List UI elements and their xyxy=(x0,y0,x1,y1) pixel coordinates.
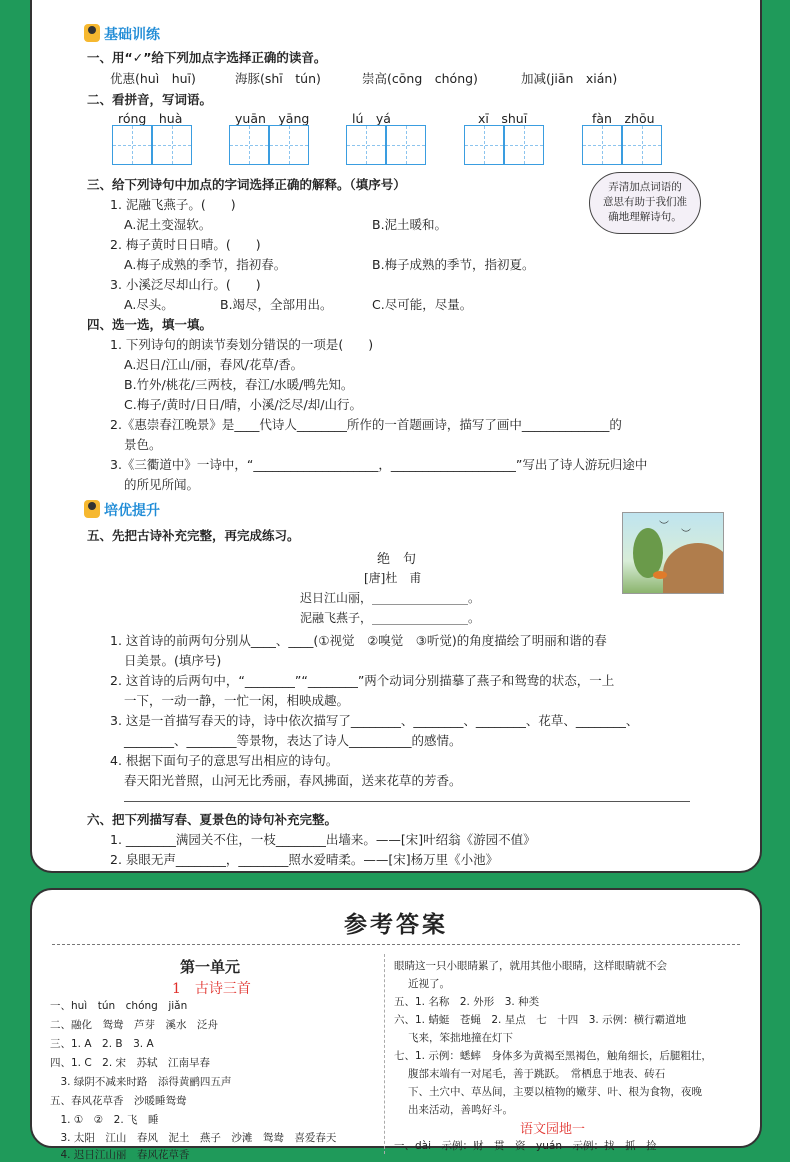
answer-line: 近视了。 xyxy=(408,978,450,990)
answer-line: 下、土穴中、草丛间，主要以植物的嫩芽、叶、根为食物，夜晚 xyxy=(408,1086,702,1098)
answer-line: 飞来，笨拙地撞在灯下 xyxy=(408,1032,513,1044)
q1-item: 加减(jiān xián) xyxy=(521,71,618,86)
answer-subheading: 语文园地一 xyxy=(520,1122,586,1137)
answer-line: 七、1. 示例：蟋蟀 身体多为黄褐至黑褐色，触角细长，后腿粗壮， xyxy=(394,1050,712,1062)
tip-line: 弄清加点词语的 xyxy=(608,181,682,193)
poem-line: 迟日江山丽，________________。 xyxy=(300,591,481,605)
section-advanced xyxy=(84,500,160,520)
q6-heading: 六、把下列描写春、夏景色的诗句补充完整。 xyxy=(87,812,338,827)
q5-line: 3. 这是一首描写春天的诗，诗中依次描写了________、________、________、花草、________、 xyxy=(110,713,639,728)
q4-line: A.迟日/江山/丽，春风/花草/香。 xyxy=(124,357,304,372)
answer-line: 五、1. 名称 2. 外形 3. 种类 xyxy=(394,996,540,1008)
writing-cell[interactable] xyxy=(346,125,386,165)
q3-line: A.尽头。 xyxy=(124,297,174,312)
worksheet-card xyxy=(30,0,762,873)
pinyin-label: xī shuī xyxy=(478,111,528,126)
poem-line: 泥融飞燕子，________________。 xyxy=(300,611,481,625)
writing-cell[interactable] xyxy=(582,125,622,165)
q1-item: 海豚(shī tún) xyxy=(235,71,321,86)
q5-line: 春天阳光普照，山河无比秀丽，春风拂面，送来花草的芳香。 xyxy=(124,773,462,788)
answer-line[interactable] xyxy=(124,801,690,802)
answer-line: 腹部末端有一对尾毛，善于跳跃。 常栖息于地表、砖石 xyxy=(408,1068,666,1080)
student-icon xyxy=(84,500,100,518)
answer-line: 3. 太阳 江山 春风 泥土 燕子 沙滩 鸳鸯 喜爱春天 xyxy=(50,1132,337,1144)
answer-line: 1. ① ② 2. 飞 睡 xyxy=(50,1114,159,1126)
writing-cell[interactable] xyxy=(269,125,309,165)
unit-title: 第一单元 xyxy=(180,958,241,976)
tip-bubble xyxy=(589,172,701,234)
q5-line: 一下，一动一静，一忙一闲，相映成趣。 xyxy=(124,693,350,708)
answer-line: 三、1. A 2. B 3. A xyxy=(50,1038,154,1050)
q1-item: 崇高(cōng chóng) xyxy=(362,71,478,86)
q6-line: 2. 泉眼无声________，________照水爱晴柔。——[宋]杨万里《小池》 xyxy=(110,852,499,867)
q4-line: 1. 下列诗句的朗读节奏划分错误的一项是( ) xyxy=(110,337,374,352)
q4-line: 的所见所闻。 xyxy=(124,477,200,492)
q4-line: 3.《三衢道中》一诗中，“____________________，____________________”写出了诗人游玩归途中 xyxy=(110,457,648,472)
answer-card xyxy=(30,888,762,1161)
pinyin-label: róng huà xyxy=(118,111,183,126)
q4-heading: 四、选一选，填一填。 xyxy=(87,317,213,332)
q5-line: 2. 这首诗的后两句中，“________”“________”两个动词分别描摹了燕子和鸳鸯的状态，一上 xyxy=(110,673,615,688)
answer-line: 眼睛这一只小眼睛累了，就用其他小眼睛，这样眼睛就不会 xyxy=(394,960,667,972)
q4-line: B.竹外/桃花/三两枝，春江/水暖/鸭先知。 xyxy=(124,377,354,392)
q3-line: A.梅子成熟的季节，指初春。 xyxy=(124,257,287,272)
writing-cell[interactable] xyxy=(464,125,504,165)
q4-line: 景色。 xyxy=(124,437,162,452)
illustration-duck xyxy=(653,571,667,579)
q5-line: 日美景。(填序号) xyxy=(124,653,222,668)
answer-lesson-title: 1 古诗三首 xyxy=(172,981,251,997)
q5-line: ________、________等景物，表达了诗人__________的感情。 xyxy=(124,733,462,748)
tip-line: 确地理解诗句。 xyxy=(608,211,682,223)
answer-title: 参考答案 xyxy=(344,911,448,938)
answer-line: 一、huì tún chóng jiǎn xyxy=(50,1000,188,1012)
student-icon xyxy=(84,24,100,42)
answer-line: 五、春风花草香 沙暖睡鸳鸯 xyxy=(50,1095,187,1107)
poem-title: 绝 句 xyxy=(377,552,417,567)
writing-cell[interactable] xyxy=(152,125,192,165)
tip-line: 意思有助于我们准 xyxy=(603,196,687,208)
column-divider xyxy=(384,954,385,1154)
writing-cell[interactable] xyxy=(504,125,544,165)
answer-line: 4. 迟日江山丽 春风花草香 xyxy=(50,1149,190,1161)
swallow-icon: ︶ xyxy=(681,529,691,540)
poem-author: [唐]杜 甫 xyxy=(364,571,422,585)
q1-item: 优惠(huì huī) xyxy=(110,71,196,86)
swallow-icon: ︶ xyxy=(659,521,669,532)
section-advanced-label: 培优提升 xyxy=(104,503,160,519)
answer-line: 六、1. 蜻蜓 苍蝇 2. 星点 七 十四 3. 示例：横行霸道地 xyxy=(394,1014,687,1026)
q3-line: B.泥土暖和。 xyxy=(372,217,448,232)
q5-heading: 五、先把古诗补充完整，再完成练习。 xyxy=(87,528,300,543)
writing-cell[interactable] xyxy=(229,125,269,165)
title-divider xyxy=(52,944,740,945)
q3-line: A.泥土变湿软。 xyxy=(124,217,212,232)
q3-line: 1. 泥融飞燕子。( ) xyxy=(110,197,236,212)
q3-line: B.竭尽，全部用出。 xyxy=(220,297,333,312)
q3-line: 2. 梅子黄时日日晴。( ) xyxy=(110,237,261,252)
pinyin-label: lú yá xyxy=(352,111,391,126)
answer-line: 一、dài 示例：财 贯 资 yuán 示例：找 抓 捡 xyxy=(394,1140,657,1152)
q4-line: C.梅子/黄时/日日/晴，小溪/泛尽/却/山行。 xyxy=(124,397,362,412)
q4-line: 2.《惠崇春江晚景》是____代诗人________所作的一首题画诗，描写了画中______________的 xyxy=(110,417,622,432)
writing-cell[interactable] xyxy=(622,125,662,165)
answer-line: 二、融化 鸳鸯 芦芽 溪水 泛舟 xyxy=(50,1019,218,1031)
q6-line: 1. ________满园关不住，一枝________出墙来。——[宋]叶绍翁《游园不值》 xyxy=(110,832,536,847)
section-basic-label: 基础训练 xyxy=(104,27,160,43)
writing-cell[interactable] xyxy=(112,125,152,165)
pinyin-label: yuān yāng xyxy=(235,111,310,126)
pinyin-label: fàn zhōu xyxy=(592,111,655,126)
answer-line: 四、1. C 2. 宋 苏轼 江南早春 xyxy=(50,1057,211,1069)
illustration-hill xyxy=(663,543,724,594)
poem-illustration xyxy=(622,512,724,594)
q5-line: 4. 根据下面句子的意思写出相应的诗句。 xyxy=(110,753,339,768)
q5-line: 1. 这首诗的前两句分别从____、____(①视觉 ②嗅觉 ③听觉)的角度描绘了明丽和谐的春 xyxy=(110,633,607,648)
q3-line: 3. 小溪泛尽却山行。( ) xyxy=(110,277,261,292)
answer-line: 3. 绿阴不减来时路 添得黄鹂四五声 xyxy=(50,1076,232,1088)
section-basic xyxy=(84,24,160,44)
q1-heading: 一、用“✓”给下列加点字选择正确的读音。 xyxy=(87,50,327,65)
answer-line: 出来活动，善鸣好斗。 xyxy=(408,1104,513,1116)
writing-cell[interactable] xyxy=(386,125,426,165)
q3-line: B.梅子成熟的季节，指初夏。 xyxy=(372,257,535,272)
q2-heading: 二、看拼音，写词语。 xyxy=(87,92,213,107)
q3-heading: 三、给下列诗句中加点的字词选择正确的解释。（填序号） xyxy=(87,177,406,192)
q3-line: C.尽可能，尽量。 xyxy=(372,297,473,312)
